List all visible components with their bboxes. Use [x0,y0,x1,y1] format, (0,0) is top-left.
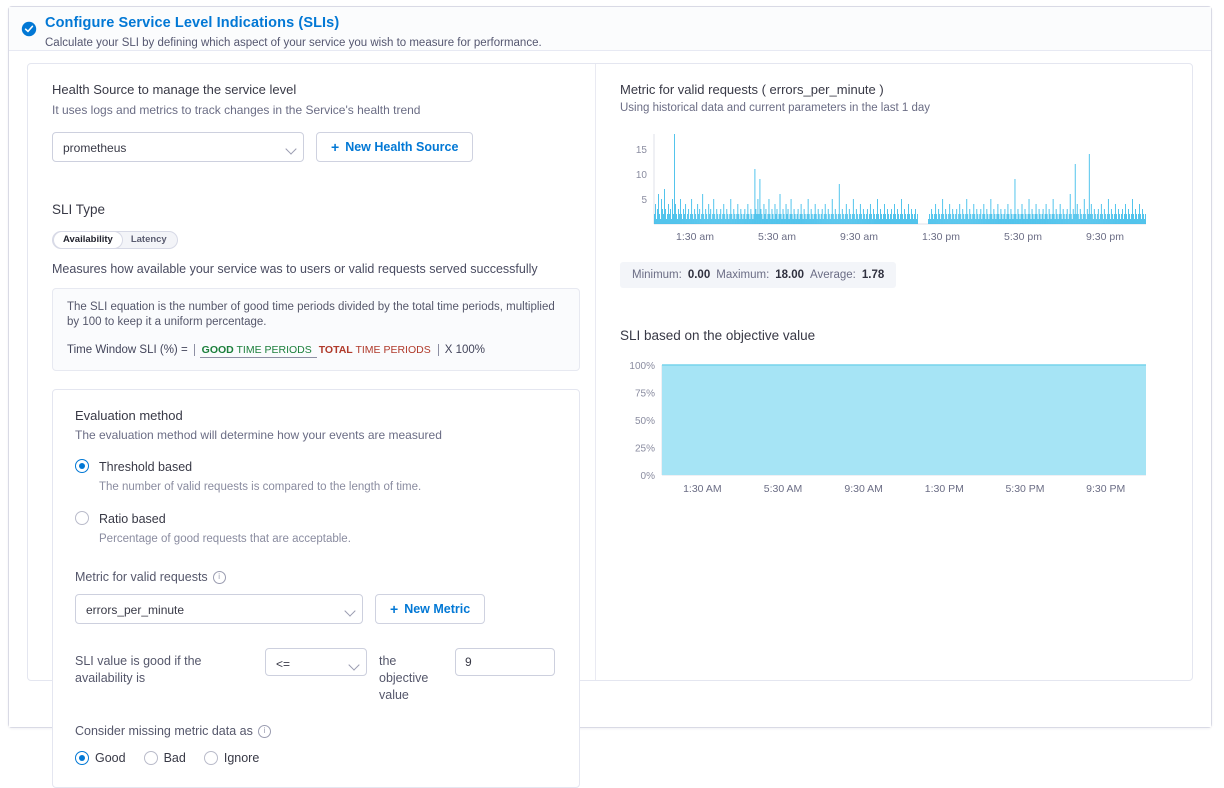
info-icon[interactable]: i [213,571,226,584]
svg-text:5:30 am: 5:30 am [758,231,796,243]
sli-chart [620,357,1170,507]
configure-sli-window [8,6,1212,765]
equation-multiplier: X 100% [444,344,485,356]
radio-good-indicator[interactable] [75,751,89,765]
sli-type-tabs [52,231,178,249]
svg-text:25%: 25% [634,443,655,455]
svg-text:100%: 100% [629,361,655,372]
new-metric-label: New Metric [404,602,471,616]
config-panel [27,63,1193,765]
objective-value-input[interactable] [455,648,555,676]
metric-stats-bar [620,262,896,288]
sli-equation-formula [67,344,565,356]
plus-icon: + [390,601,399,617]
missing-data-label-text: Consider missing metric data as [75,724,253,738]
missing-data-options [75,750,557,765]
tab-availability[interactable]: Availability [54,232,122,248]
svg-text:1:30 am: 1:30 am [676,231,714,243]
left-column [28,64,596,765]
equation-fraction [194,344,439,356]
svg-text:1:30 AM: 1:30 AM [683,483,722,495]
chevron-down-icon [285,143,296,154]
info-icon[interactable]: i [258,725,271,738]
svg-text:10: 10 [635,170,647,181]
radio-bad-indicator[interactable] [144,751,158,765]
metric-chart-title: Metric for valid requests ( errors_per_minute ) [620,82,884,97]
minimum-value: 0.00 [687,269,711,281]
equation-numerator-strong: GOOD [201,344,234,356]
equation-lhs: Time Window SLI (%) = [67,344,188,356]
new-health-source-button[interactable] [316,132,473,162]
operator-value: <= [276,657,291,671]
tab-latency[interactable]: Latency [130,234,167,245]
equation-denominator [317,343,433,356]
sli-equation-box [52,288,580,371]
chevron-down-icon [344,605,355,616]
page-title: Configure Service Level Indications (SLIs) [45,15,340,31]
metric-chart [620,128,1170,248]
svg-text:5:30 PM: 5:30 PM [1005,483,1045,495]
evaluation-method-title: Evaluation method [75,408,183,423]
average-label: Average: [810,269,856,281]
radio-ratio-based[interactable] [75,510,557,546]
page-body [9,51,1211,765]
radio-ratio-label: Ratio based [99,512,166,526]
radio-threshold-label: Threshold based [99,460,193,474]
evaluation-method-subtitle: The evaluation method will determine how your events are measured [75,428,442,442]
metric-chart-svg [620,128,1150,258]
svg-text:9:30 pm: 9:30 pm [1086,231,1124,243]
svg-text:5: 5 [641,195,647,206]
radio-ratio-indicator[interactable] [75,511,89,525]
radio-ratio-description: Percentage of good requests that are acceptable. [99,533,351,545]
radio-threshold-indicator[interactable] [75,459,89,473]
new-metric-button[interactable] [375,594,485,624]
health-source-subtitle: It uses logs and metrics to track changes in the Service's health trend [52,103,421,117]
missing-option-bad-label: Bad [163,750,186,765]
objective-text-1: SLI value is good if the availability is [75,654,202,685]
metric-select[interactable] [75,594,363,624]
svg-text:75%: 75% [634,388,655,400]
health-source-title: Health Source to manage the service level [52,82,297,97]
missing-option-bad[interactable] [144,750,186,765]
objective-row [75,648,557,704]
evaluation-method-card [52,389,580,788]
sli-chart-svg [620,357,1150,507]
missing-data-label [75,724,557,738]
svg-text:9:30 PM: 9:30 PM [1086,483,1126,495]
health-source-row [52,118,575,162]
radio-threshold-based[interactable] [75,458,557,494]
svg-text:5:30 AM: 5:30 AM [763,483,803,495]
health-source-value: prometheus [63,141,127,155]
metric-select-value: errors_per_minute [86,603,185,617]
equation-denominator-strong: TOTAL [318,344,353,356]
sli-equation-text: The SLI equation is the number of good time periods divided by the total time periods, multiplied by 100 to keep it a uniform percentage. [67,301,555,328]
equation-numerator-rest: TIME PERIODS [236,344,312,356]
svg-text:50%: 50% [634,416,655,427]
plus-icon: + [331,139,340,155]
page-subtitle: Calculate your SLI by defining which aspect of your service you wish to measure for performance. [45,37,542,49]
sli-type-description: Measures how available your service was to users or valid requests served successfully [52,262,538,276]
radio-ignore-indicator[interactable] [204,751,218,765]
maximum-label: Maximum: [716,269,770,281]
page-header [9,7,1211,51]
metric-field-label-text: Metric for valid requests [75,570,208,584]
health-source-select[interactable] [52,132,304,162]
metric-field-label [75,570,557,584]
average-value: 1.78 [861,269,885,281]
check-circle-icon [21,21,37,37]
operator-select[interactable] [265,648,367,676]
missing-option-good[interactable] [75,750,126,765]
new-health-source-label: New Health Source [345,140,459,154]
right-column [596,64,1192,680]
svg-text:9:30 am: 9:30 am [840,231,878,243]
sli-chart-title: SLI based on the objective value [620,328,816,343]
svg-text:1:30 PM: 1:30 PM [924,483,964,495]
chevron-down-icon [348,659,359,670]
missing-option-ignore-label: Ignore [223,750,260,765]
svg-text:0%: 0% [640,471,655,482]
minimum-label: Minimum: [632,269,682,281]
metric-chart-subtitle: Using historical data and current parameters in the last 1 day [620,102,931,114]
metric-row [75,594,557,624]
radio-threshold-description: The number of valid requests is compared to the length of time. [99,481,422,493]
svg-text:15: 15 [635,145,647,156]
svg-text:5:30 pm: 5:30 pm [1004,231,1042,243]
equation-numerator [200,344,317,358]
missing-option-good-label: Good [95,750,126,765]
maximum-value: 18.00 [775,269,805,281]
equation-denominator-rest: TIME PERIODS [355,344,431,356]
svg-text:1:30 pm: 1:30 pm [922,231,960,243]
svg-text:9:30 AM: 9:30 AM [844,483,883,495]
missing-option-ignore[interactable] [204,750,259,765]
sli-type-title: SLI Type [52,202,106,217]
objective-text-2: the objective value [379,654,429,702]
